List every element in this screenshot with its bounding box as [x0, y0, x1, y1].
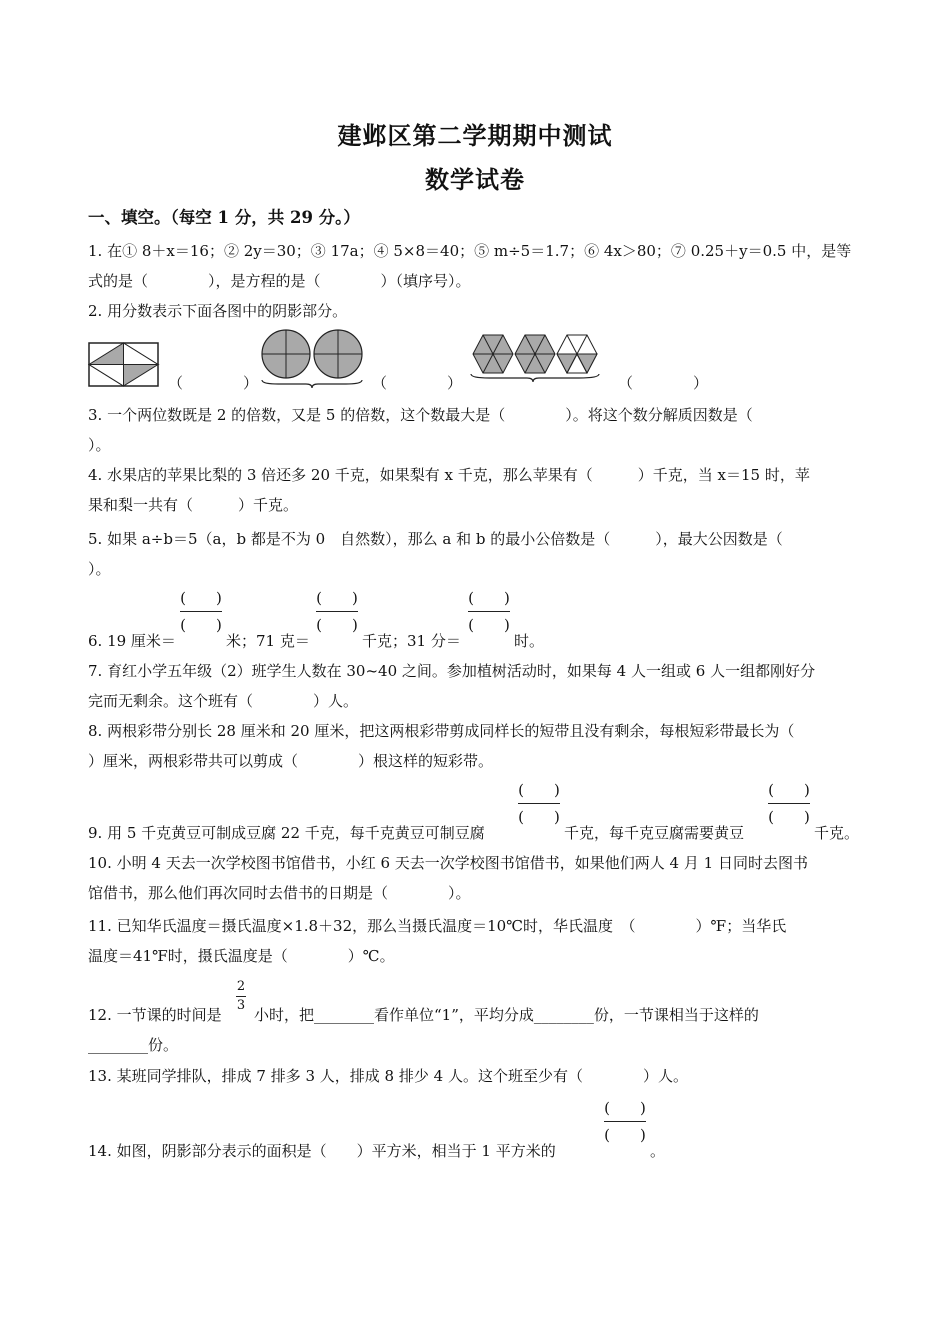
- q8-line1: 8. 两根彩带分别长 28 厘米和 20 厘米，把这两根彩带剪成同样长的短带且没有剩余，每根短彩带最长为（: [88, 722, 795, 740]
- q6-part2: 米；71 克＝: [226, 632, 310, 650]
- q11-line2: 温度＝41℉时，摄氏温度是（ ）℃。: [88, 947, 395, 965]
- q2-figure-rhombus: [88, 342, 160, 388]
- q2-figure-hexagons: [465, 330, 613, 382]
- q6-fraction-2-denominator: ( ): [316, 616, 358, 634]
- q13-line1: 13. 某班同学排队，排成 7 排多 3 人，排成 8 排少 4 人。这个班至少有（ ）人。: [88, 1067, 688, 1085]
- q12-part2: 小时，把________看作单位“1”，平均分成________份，一节课相当于这样的: [254, 1006, 759, 1024]
- q14-fraction: [604, 1098, 646, 1145]
- q7-line1: 7. 育红小学五年级（2）班学生人数在 30~40 之间。参加植树活动时，如果每 4 人一组或 6 人一组都刚好分: [88, 662, 816, 680]
- q5-line1: 5. 如果 a÷b＝5（a，b 都是不为 0 自然数），那么 a 和 b 的最小公倍数是（ ），最大公因数是（: [88, 530, 783, 548]
- q9-fraction-2: [768, 780, 810, 827]
- q12-fraction: [236, 980, 246, 1013]
- q6-part1: 6. 19 厘米＝: [88, 632, 176, 650]
- q14-part2: 。: [650, 1142, 666, 1160]
- q6-fraction-1: [180, 588, 222, 635]
- q1-line1: 1. 在① 8＋x＝16；② 2y＝30；③ 17a；④ 5×8＝40；⑤ m÷5＝1.7；⑥ 4x＞80；⑦ 0.25＋y＝0.5 中，是等: [88, 242, 852, 260]
- q2-line1: 2. 用分数表示下面各图中的阴影部分。: [88, 302, 348, 320]
- q6-fraction-3-denominator: ( ): [468, 616, 510, 634]
- q9-part2: 千克，每千克豆腐需要黄豆: [564, 824, 745, 842]
- q2-blank-2: （ ）: [372, 374, 463, 392]
- q6-fraction-1-numerator: ( ): [180, 589, 222, 607]
- q2-blank-1: （ ）: [168, 374, 259, 392]
- q9-fraction-2-numerator: ( ): [768, 781, 810, 799]
- q10-line2: 馆借书，那么他们再次同时去借书的日期是（ ）。: [88, 884, 471, 902]
- q11-line1: 11. 已知华氏温度＝摄氏温度×1.8＋32，那么当摄氏温度＝10℃时，华氏温度 （ ）℉；当华氏: [88, 917, 787, 935]
- q6-fraction-2: [316, 588, 358, 635]
- q3-line2: ）。: [88, 436, 111, 454]
- q2-figure-circles: [258, 328, 368, 388]
- q14-part1: 14. 如图，阴影部分表示的面积是（ ）平方米，相当于 1 平方米的: [88, 1142, 556, 1160]
- q12-part1: 12. 一节课的时间是: [88, 1006, 222, 1024]
- q6-part3: 千克；31 分＝: [362, 632, 461, 650]
- q10-line1: 10. 小明 4 天去一次学校图书馆借书，小红 6 天去一次学校图书馆借书，如果他们两人 4 月 1 日同时去图书: [88, 854, 808, 872]
- q6-fraction-3-numerator: ( ): [468, 589, 510, 607]
- q6-fraction-2-numerator: ( ): [316, 589, 358, 607]
- section-heading-fill-blank: 一、填空。（每空 1 分，共 29 分。）: [88, 208, 360, 227]
- q3-line1: 3. 一个两位数既是 2 的倍数，又是 5 的倍数，这个数最大是（ ）。将这个数分解质因数是（: [88, 406, 753, 424]
- q9-fraction-1-denominator: ( ): [518, 808, 560, 826]
- q6-fraction-3: [468, 588, 510, 635]
- q1-line2: 式的是（ ），是方程的是（ ）（填序号）。: [88, 272, 471, 290]
- q2-blank-3: （ ）: [618, 374, 709, 392]
- q12-fraction-denominator: 3: [236, 998, 246, 1013]
- q12-line2: ________份。: [88, 1036, 179, 1054]
- q12-fraction-numerator: 2: [236, 979, 246, 994]
- q6-part4: 时。: [514, 632, 545, 650]
- q9-fraction-2-denominator: ( ): [768, 808, 810, 826]
- q6-fraction-1-denominator: ( ): [180, 616, 222, 634]
- q7-line2: 完而无剩余。这个班有（ ）人。: [88, 692, 359, 710]
- q8-line2: ）厘米，两根彩带共可以剪成（ ）根这样的短彩带。: [88, 752, 494, 770]
- q9-part1: 9. 用 5 千克黄豆可制成豆腐 22 千克，每千克黄豆可制豆腐: [88, 824, 485, 842]
- q9-fraction-1: [518, 780, 560, 827]
- q9-fraction-1-numerator: ( ): [518, 781, 560, 799]
- q5-line2: ）。: [88, 560, 111, 578]
- q4-line2: 果和梨一共有（ ）千克。: [88, 496, 299, 514]
- page-subtitle: 数学试卷: [425, 165, 525, 194]
- page-title: 建邺区第二学期期中测试: [337, 121, 613, 150]
- q4-line1: 4. 水果店的苹果比梨的 3 倍还多 20 千克，如果梨有 x 千克，那么苹果有（ ）千克，当 x＝15 时，苹: [88, 466, 810, 484]
- q9-part3: 千克。: [814, 824, 860, 842]
- q14-fraction-numerator: ( ): [604, 1099, 646, 1117]
- q14-fraction-denominator: ( ): [604, 1126, 646, 1144]
